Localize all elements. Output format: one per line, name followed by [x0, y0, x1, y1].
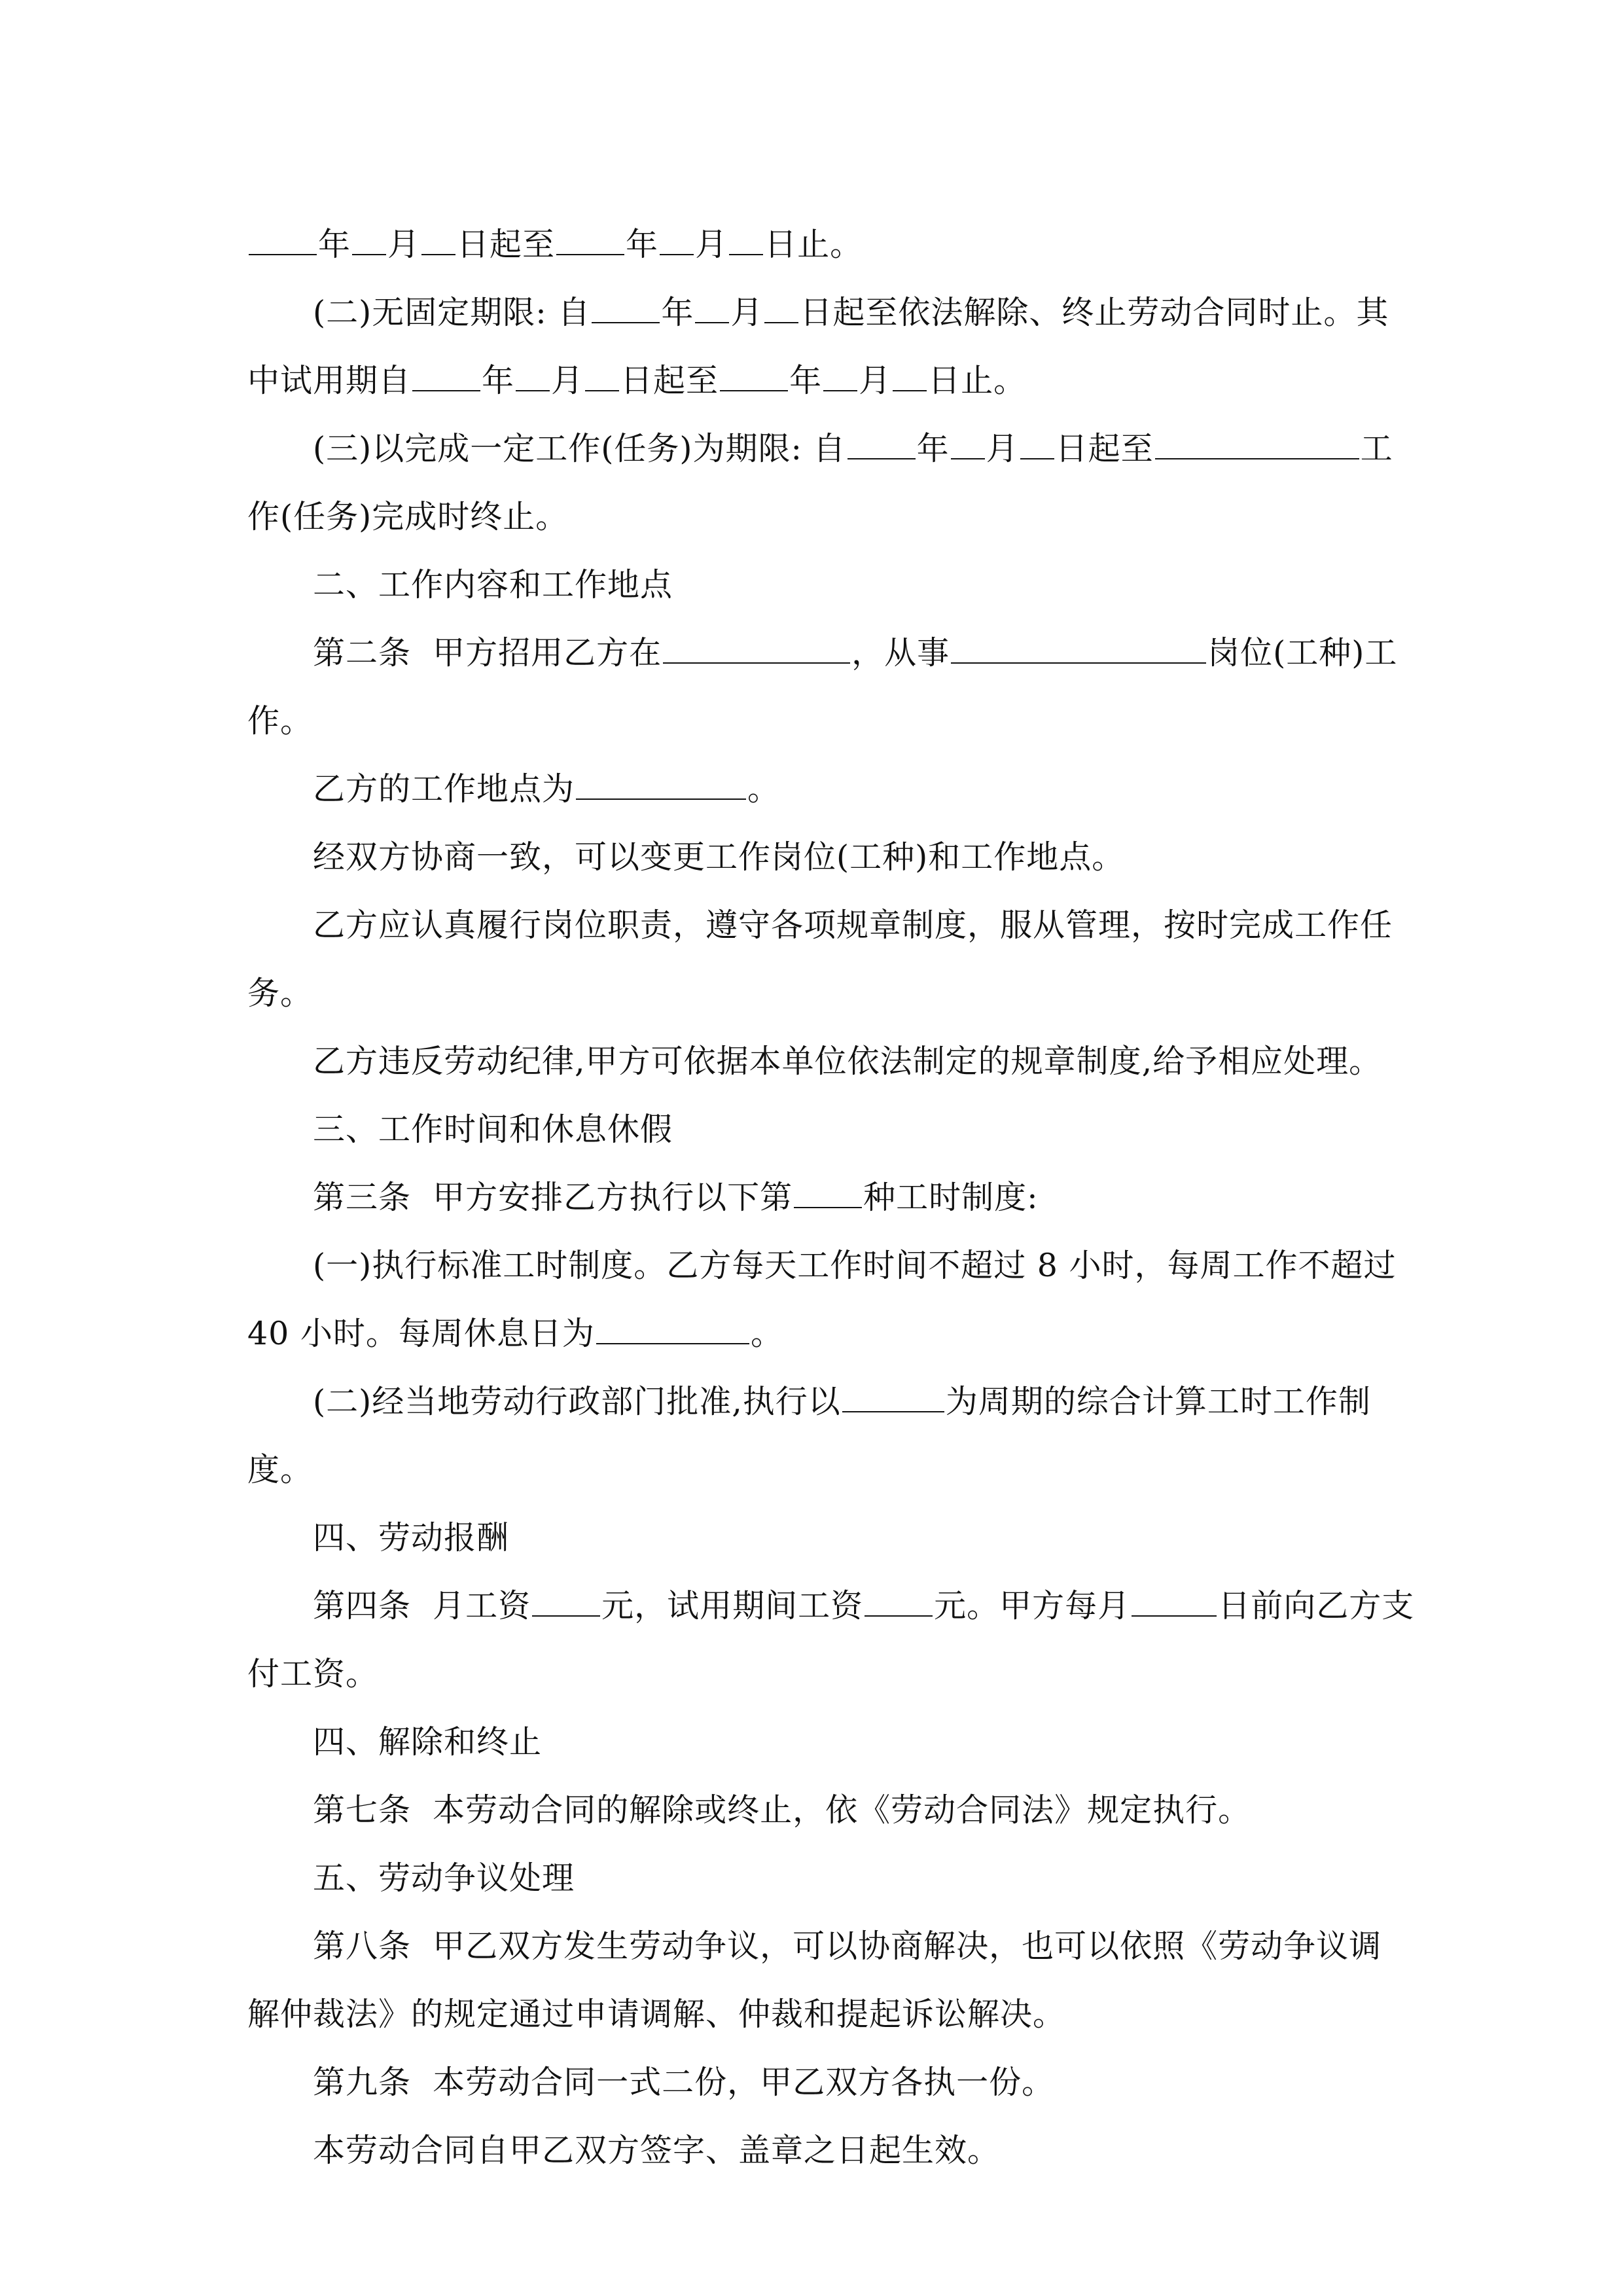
fill-in-blank — [421, 228, 455, 255]
text-segment: 五、劳动争议处理 — [313, 1859, 575, 1897]
paragraph-line-l15 — [247, 1164, 1380, 1232]
text-segment: 40 小时。每周休息日为 — [247, 1315, 595, 1352]
paragraph-line-l18 — [247, 1368, 1380, 1436]
text-segment: 年 — [318, 226, 351, 263]
text-segment: 度。 — [247, 1451, 313, 1488]
fill-in-blank — [842, 1385, 944, 1412]
paragraph-line-l05 — [247, 483, 1380, 551]
paragraph-line-l23 — [247, 1708, 1380, 1776]
text-segment: 日起至依法解除、终止劳动合同时止。其 — [800, 294, 1389, 331]
fill-in-blank — [660, 228, 694, 255]
paragraph-line-l22 — [247, 1640, 1380, 1708]
text-segment: 作(任务)完成时终止。 — [247, 498, 569, 535]
fill-in-blank — [764, 296, 798, 323]
paragraph-line-l24 — [247, 1776, 1380, 1844]
text-segment: 经双方协商一致，可以变更工作岗位(工种)和工作地点。 — [313, 838, 1125, 876]
fill-in-blank — [893, 364, 927, 391]
text-segment: 日起至 — [620, 362, 719, 399]
fill-in-blank — [592, 296, 660, 323]
paragraph-line-l06 — [247, 551, 1380, 619]
fill-in-blank — [865, 1589, 933, 1617]
paragraph-line-l03 — [247, 347, 1380, 415]
fill-in-blank — [516, 364, 550, 391]
paragraph-line-l09 — [247, 755, 1380, 823]
fill-in-blank — [412, 364, 480, 391]
text-segment: 年 — [626, 226, 659, 263]
text-segment: 。 — [750, 1315, 783, 1352]
fill-in-blank — [576, 772, 746, 800]
text-segment: 四、劳动报酬 — [313, 1519, 510, 1556]
text-segment: 年 — [661, 294, 694, 331]
text-segment: 岗位(工种)工 — [1207, 634, 1398, 672]
text-segment: 日前向乙方支 — [1218, 1587, 1415, 1624]
paragraph-line-l27 — [247, 1981, 1380, 2049]
text-segment: 月 — [695, 226, 728, 263]
text-segment: 第八条 甲乙双方发生劳动争议，可以协商解决，也可以依照《劳动争议调 — [313, 1928, 1382, 1965]
text-segment: 月 — [551, 362, 584, 399]
text-segment: 日起至 — [1055, 430, 1154, 467]
fill-in-blank — [663, 636, 850, 664]
text-segment: 本劳动合同自甲乙双方签字、盖章之日起生效。 — [313, 2132, 1001, 2169]
text-segment: 月 — [387, 226, 421, 263]
fill-in-blank — [695, 296, 729, 323]
fill-in-blank — [1132, 1589, 1217, 1617]
text-segment: 月 — [730, 294, 764, 331]
fill-in-blank — [352, 228, 386, 255]
paragraph-line-l29 — [247, 2117, 1380, 2185]
paragraph-line-l04 — [247, 415, 1393, 483]
fill-in-blank — [556, 228, 624, 255]
text-segment: 年 — [789, 362, 823, 399]
text-segment: 乙方违反劳动纪律,甲方可依据本单位依法制定的规章制度,给予相应处理。 — [313, 1043, 1382, 1080]
paragraph-line-l14 — [247, 1096, 1380, 1164]
paragraph-line-l07 — [247, 619, 1398, 687]
fill-in-blank — [794, 1181, 862, 1208]
fill-in-blank — [847, 432, 916, 459]
text-segment: 三、工作时间和休息休假 — [313, 1111, 673, 1148]
text-segment: (二)经当地劳动行政部门批准,执行以 — [313, 1383, 841, 1420]
text-segment: 第二条 甲方招用乙方在 — [313, 634, 662, 672]
text-segment: 作。 — [247, 702, 313, 740]
fill-in-blank — [1020, 432, 1054, 459]
paragraph-line-l28 — [247, 2049, 1380, 2117]
text-segment: 。 — [747, 770, 781, 808]
contract-body — [247, 211, 1415, 2185]
paragraph-line-l26 — [247, 1912, 1380, 1981]
paragraph-line-l21 — [247, 1572, 1415, 1640]
text-segment: 第四条 月工资 — [313, 1587, 531, 1624]
text-segment: 中试用期自 — [247, 362, 412, 399]
text-segment: 为周期的综合计算工时工作制 — [945, 1383, 1371, 1420]
paragraph-line-l10 — [247, 823, 1380, 891]
fill-in-blank — [596, 1317, 749, 1344]
fill-in-blank — [532, 1589, 600, 1617]
text-segment: 日止。 — [928, 362, 1027, 399]
fill-in-blank — [585, 364, 619, 391]
text-segment: 第三条 甲方安排乙方执行以下第 — [313, 1179, 793, 1216]
paragraph-line-l25 — [247, 1844, 1380, 1912]
text-segment: 第七条 本劳动合同的解除或终止，依《劳动合同法》规定执行。 — [313, 1791, 1251, 1829]
paragraph-line-l13 — [247, 1028, 1380, 1096]
fill-in-blank — [823, 364, 857, 391]
text-segment: (一)执行标准工时制度。乙方每天工作时间不超过 8 小时，每周工作不超过 — [313, 1247, 1397, 1284]
text-segment: 日起至 — [457, 226, 556, 263]
text-segment: 解仲裁法》的规定通过申请调解、仲裁和提起诉讼解决。 — [247, 1996, 1066, 2033]
text-segment: (三)以完成一定工作(任务)为期限: 自 — [313, 430, 846, 467]
fill-in-blank — [720, 364, 788, 391]
text-segment: ，从事 — [851, 634, 950, 672]
text-segment: 付工资。 — [247, 1655, 379, 1693]
text-segment: 乙方应认真履行岗位职责，遵守各项规章制度，服从管理，按时完成工作任 — [313, 906, 1393, 944]
fill-in-blank — [729, 228, 763, 255]
text-segment: 年 — [482, 362, 515, 399]
fill-in-blank — [249, 228, 317, 255]
fill-in-blank — [951, 636, 1206, 664]
text-segment: 月 — [986, 430, 1019, 467]
paragraph-line-l01 — [247, 211, 1380, 279]
text-segment: 四、解除和终止 — [313, 1723, 543, 1761]
text-segment: 二、工作内容和工作地点 — [313, 566, 673, 603]
text-segment: 乙方的工作地点为 — [313, 770, 575, 808]
paragraph-line-l16 — [247, 1232, 1397, 1300]
text-segment: 元。甲方每月 — [934, 1587, 1131, 1624]
paragraph-line-l19 — [247, 1436, 1380, 1504]
text-segment: (二)无固定期限: 自 — [313, 294, 591, 331]
paragraph-line-l11 — [247, 891, 1393, 960]
paragraph-line-l17 — [247, 1300, 1380, 1368]
paragraph-line-l02 — [247, 279, 1389, 347]
paragraph-line-l20 — [247, 1504, 1380, 1572]
text-segment: 月 — [859, 362, 892, 399]
text-segment: 工 — [1360, 430, 1393, 467]
paragraph-line-l08 — [247, 687, 1380, 755]
text-segment: 种工时制度: — [863, 1179, 1039, 1216]
fill-in-blank — [951, 432, 985, 459]
fill-in-blank — [1155, 432, 1359, 459]
paragraph-line-l12 — [247, 960, 1380, 1028]
text-segment: 日止。 — [764, 226, 863, 263]
text-segment: 第九条 本劳动合同一式二份，甲乙双方各执一份。 — [313, 2064, 1055, 2101]
text-segment: 元，试用期间工资 — [601, 1587, 864, 1624]
text-segment: 年 — [916, 430, 950, 467]
text-segment: 务。 — [247, 975, 313, 1012]
